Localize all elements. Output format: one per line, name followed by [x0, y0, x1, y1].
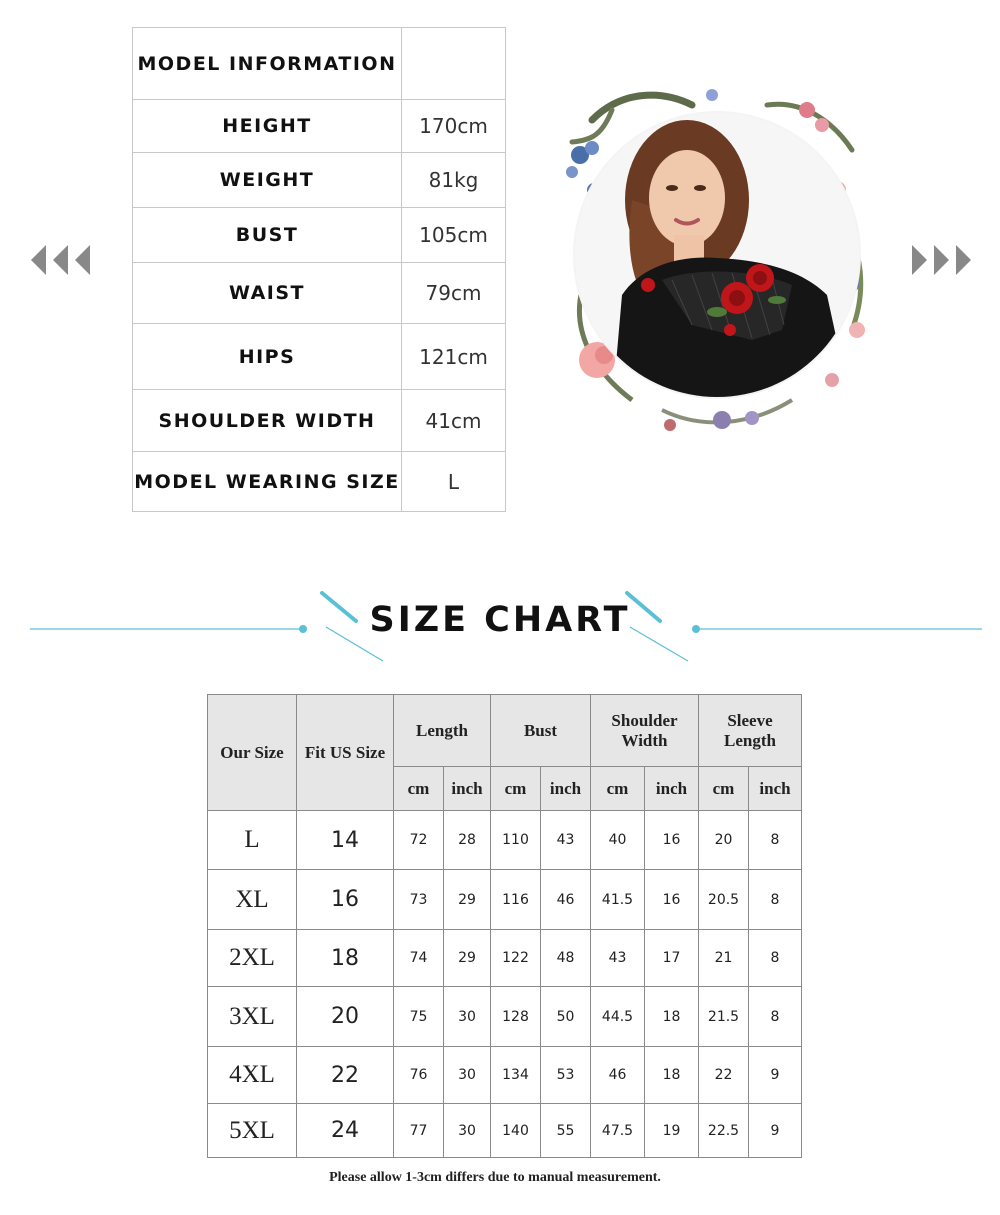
cell-shoulder-cm: 43 — [591, 930, 645, 987]
model-info-value: 79cm — [402, 263, 506, 324]
model-info-value: L — [402, 452, 506, 512]
cell-our-size: L — [208, 811, 297, 870]
cell-our-size: 5XL — [208, 1104, 297, 1158]
cell-bust-cm: 134 — [491, 1047, 541, 1104]
cell-length-inch: 29 — [444, 870, 491, 930]
unit-inch: inch — [541, 767, 591, 811]
cell-bust-cm: 116 — [491, 870, 541, 930]
cell-sleeve-inch: 9 — [749, 1047, 802, 1104]
cell-us-size: 16 — [297, 870, 394, 930]
cell-our-size: XL — [208, 870, 297, 930]
cell-bust-inch: 43 — [541, 811, 591, 870]
header-shoulder-line2: Width — [621, 730, 668, 750]
cell-length-inch: 29 — [444, 930, 491, 987]
model-info-label: HEIGHT — [133, 100, 402, 153]
cell-our-size: 4XL — [208, 1047, 297, 1104]
table-row — [208, 930, 802, 987]
model-info-row — [133, 153, 506, 208]
cell-shoulder-cm: 44.5 — [591, 987, 645, 1047]
cell-bust-inch: 55 — [541, 1104, 591, 1158]
unit-cm: cm — [591, 767, 645, 811]
model-info-value: 81kg — [402, 153, 506, 208]
unit-cm: cm — [394, 767, 444, 811]
model-info-value: 170cm — [402, 100, 506, 153]
unit-inch: inch — [444, 767, 491, 811]
cell-our-size: 2XL — [208, 930, 297, 987]
cell-sleeve-inch: 9 — [749, 1104, 802, 1158]
cell-sleeve-inch: 8 — [749, 930, 802, 987]
model-info-row — [133, 263, 506, 324]
table-row — [208, 1104, 802, 1158]
cell-bust-cm: 110 — [491, 811, 541, 870]
cell-sleeve-cm: 22.5 — [699, 1104, 749, 1158]
model-info-row — [133, 390, 506, 452]
model-info-label: SHOULDER WIDTH — [133, 390, 402, 452]
cell-length-cm: 72 — [394, 811, 444, 870]
header-shoulder-width — [591, 695, 699, 767]
cell-bust-cm: 122 — [491, 930, 541, 987]
next-image-button[interactable] — [910, 243, 974, 277]
model-info-label: HIPS — [133, 324, 402, 390]
cell-length-inch: 30 — [444, 1047, 491, 1104]
cell-our-size: 3XL — [208, 987, 297, 1047]
table-row — [208, 987, 802, 1047]
cell-bust-cm: 128 — [491, 987, 541, 1047]
cell-shoulder-cm: 47.5 — [591, 1104, 645, 1158]
header-fit-us-size: Fit US Size — [297, 695, 394, 811]
header-our-size: Our Size — [208, 695, 297, 811]
size-chart-title: SIZE CHART — [369, 600, 631, 640]
table-row — [208, 811, 802, 870]
cell-length-cm: 73 — [394, 870, 444, 930]
size-chart-table — [207, 694, 802, 1158]
model-info-header-row — [133, 28, 506, 100]
model-info-value: 41cm — [402, 390, 506, 452]
cell-shoulder-inch: 19 — [645, 1104, 699, 1158]
model-info-row — [133, 452, 506, 512]
model-info-label: BUST — [133, 208, 402, 263]
cell-sleeve-cm: 21 — [699, 930, 749, 987]
model-info-label: WAIST — [133, 263, 402, 324]
cell-length-inch: 28 — [444, 811, 491, 870]
model-info-header: MODEL INFORMATION — [133, 28, 402, 100]
model-info-value: 121cm — [402, 324, 506, 390]
unit-inch: inch — [645, 767, 699, 811]
unit-cm: cm — [491, 767, 541, 811]
model-portrait — [552, 80, 882, 450]
cell-sleeve-cm: 21.5 — [699, 987, 749, 1047]
cell-us-size: 22 — [297, 1047, 394, 1104]
model-info-row — [133, 324, 506, 390]
model-information-table — [132, 27, 506, 512]
cell-length-cm: 77 — [394, 1104, 444, 1158]
cell-sleeve-inch: 8 — [749, 987, 802, 1047]
cell-shoulder-inch: 18 — [645, 1047, 699, 1104]
model-info-value: 105cm — [402, 208, 506, 263]
unit-inch: inch — [749, 767, 802, 811]
previous-image-button[interactable] — [30, 243, 94, 277]
model-info-row — [133, 208, 506, 263]
cell-sleeve-inch: 8 — [749, 811, 802, 870]
cell-bust-inch: 48 — [541, 930, 591, 987]
cell-shoulder-inch: 16 — [645, 811, 699, 870]
cell-shoulder-cm: 46 — [591, 1047, 645, 1104]
cell-bust-inch: 46 — [541, 870, 591, 930]
cell-us-size: 24 — [297, 1104, 394, 1158]
cell-length-inch: 30 — [444, 987, 491, 1047]
model-info-label: WEIGHT — [133, 153, 402, 208]
cell-shoulder-inch: 18 — [645, 987, 699, 1047]
cell-length-cm: 76 — [394, 1047, 444, 1104]
cell-bust-cm: 140 — [491, 1104, 541, 1158]
cell-bust-inch: 53 — [541, 1047, 591, 1104]
cell-bust-inch: 50 — [541, 987, 591, 1047]
measurement-note: Please allow 1-3cm differs due to manual measurement. — [329, 1170, 661, 1185]
model-info-header-empty — [402, 28, 506, 100]
cell-us-size: 18 — [297, 930, 394, 987]
model-info-row — [133, 100, 506, 153]
cell-shoulder-inch: 16 — [645, 870, 699, 930]
cell-sleeve-cm: 22 — [699, 1047, 749, 1104]
cell-length-inch: 30 — [444, 1104, 491, 1158]
header-sleeve-length — [699, 695, 802, 767]
cell-shoulder-inch: 17 — [645, 930, 699, 987]
header-length: Length — [394, 695, 491, 767]
cell-us-size: 14 — [297, 811, 394, 870]
header-bust: Bust — [491, 695, 591, 767]
header-sleeve-line2: Length — [724, 730, 776, 750]
table-header-row — [208, 695, 802, 767]
cell-sleeve-cm: 20.5 — [699, 870, 749, 930]
cell-length-cm: 75 — [394, 987, 444, 1047]
header-sleeve-line1: Sleeve — [727, 710, 773, 730]
unit-cm: cm — [699, 767, 749, 811]
cell-shoulder-cm: 41.5 — [591, 870, 645, 930]
header-shoulder-line1: Shoulder — [611, 710, 678, 730]
table-row — [208, 870, 802, 930]
cell-sleeve-inch: 8 — [749, 870, 802, 930]
cell-length-cm: 74 — [394, 930, 444, 987]
triple-chevron-left-icon — [30, 243, 94, 277]
cell-shoulder-cm: 40 — [591, 811, 645, 870]
cell-us-size: 20 — [297, 987, 394, 1047]
table-row — [208, 1047, 802, 1104]
model-info-label: MODEL WEARING SIZE — [133, 452, 402, 512]
triple-chevron-right-icon — [910, 243, 974, 277]
model-photo — [552, 80, 882, 450]
cell-sleeve-cm: 20 — [699, 811, 749, 870]
